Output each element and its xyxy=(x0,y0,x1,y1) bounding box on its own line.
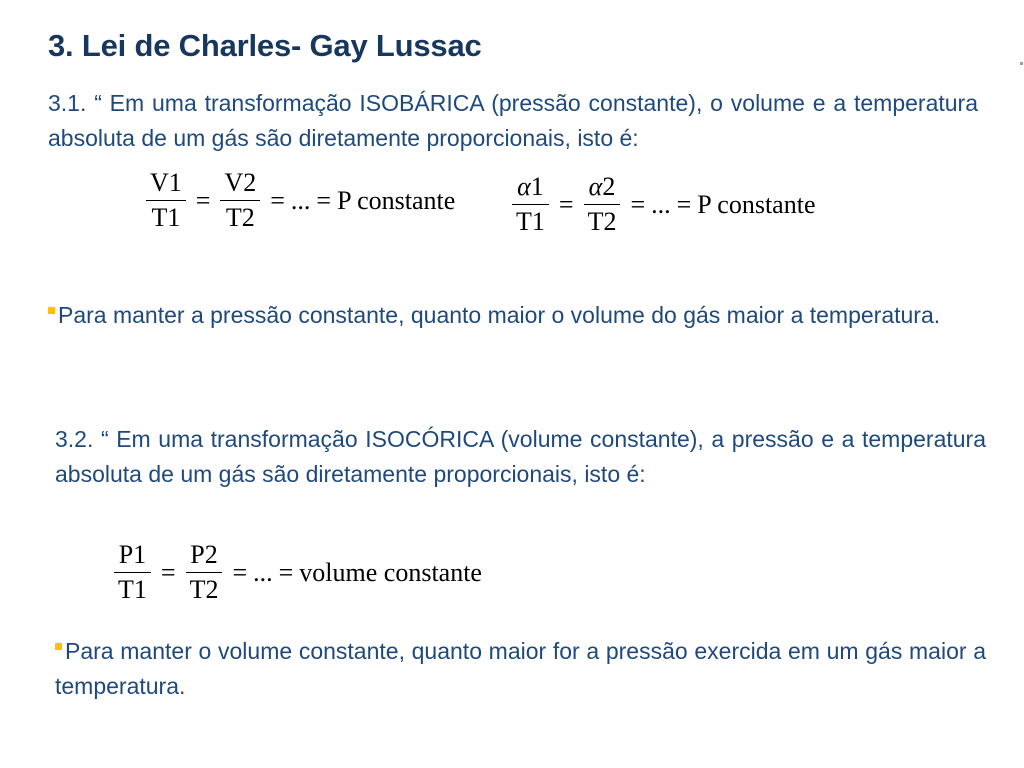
denominator: T2 xyxy=(189,575,219,604)
equals-sign: = xyxy=(195,185,211,215)
square-bullet-icon xyxy=(48,307,55,314)
numerator xyxy=(513,172,548,204)
denominator: T1 xyxy=(118,575,147,604)
equals-sign: = xyxy=(558,189,574,219)
denominator: T2 xyxy=(587,207,617,236)
alpha-symbol: α xyxy=(517,172,531,201)
equals-sign: = xyxy=(160,557,176,587)
fraction-v1-t1 xyxy=(146,168,186,233)
equals-sign: = xyxy=(270,185,285,215)
isobaric-bullet xyxy=(48,298,978,333)
ellipsis: ... xyxy=(651,189,671,219)
equals-sign: = xyxy=(630,189,646,219)
numerator: P2 xyxy=(190,540,218,569)
numerator: V1 xyxy=(150,168,182,197)
square-bullet-icon xyxy=(55,643,62,650)
bullet-text: Para manter o volume constante, quanto maior for a pressão exercida em um gás maior a temperatura. xyxy=(55,638,986,699)
equals-sign: = xyxy=(676,189,692,219)
numerator: V2 xyxy=(224,168,257,197)
ellipsis: ... xyxy=(253,557,273,587)
equals-sign: = xyxy=(278,557,294,587)
isobaric-equation-alpha xyxy=(508,172,815,237)
equation-result: P constante xyxy=(697,189,816,219)
corner-decoration xyxy=(1020,62,1023,65)
isobaric-definition: 3.1. “ Em uma transformação ISOBÁRICA (pressão constante), o volume e a temperatura absoluta de um gás são diretamente proporcionais, isto é: xyxy=(48,90,978,151)
equals-sign: = xyxy=(316,185,332,215)
isochoric-equation xyxy=(110,540,482,605)
alpha-symbol: α xyxy=(588,172,603,201)
numerator xyxy=(585,172,620,204)
equation-result: volume constante xyxy=(299,557,482,587)
isobaric-equation-volume xyxy=(142,168,455,233)
fraction-v2-t2 xyxy=(220,168,260,233)
fraction-alpha2-t2 xyxy=(584,172,621,237)
numerator-index: 1 xyxy=(530,172,544,201)
numerator: P1 xyxy=(118,540,147,569)
bullet-text: Para manter a pressão constante, quanto maior o volume do gás maior a temperatura. xyxy=(58,302,941,328)
equation-result: P constante xyxy=(337,185,456,215)
equals-sign: = xyxy=(232,557,248,587)
slide-title: 3. Lei de Charles- Gay Lussac xyxy=(48,28,482,63)
denominator: T2 xyxy=(225,203,255,232)
fraction-p1-t1 xyxy=(114,540,151,605)
ellipsis: ... xyxy=(290,185,311,215)
denominator: T1 xyxy=(516,207,545,236)
fraction-p2-t2 xyxy=(186,540,223,605)
isochoric-bullet xyxy=(55,634,986,704)
fraction-alpha1-t1 xyxy=(512,172,549,237)
isochoric-definition: 3.2. “ Em uma transformação ISOCÓRICA (volume constante), a pressão e a temperatura absoluta de um gás são diretamente proporcionais, isto é: xyxy=(55,426,986,487)
numerator-index: 2 xyxy=(602,172,616,201)
denominator: T1 xyxy=(151,203,181,232)
